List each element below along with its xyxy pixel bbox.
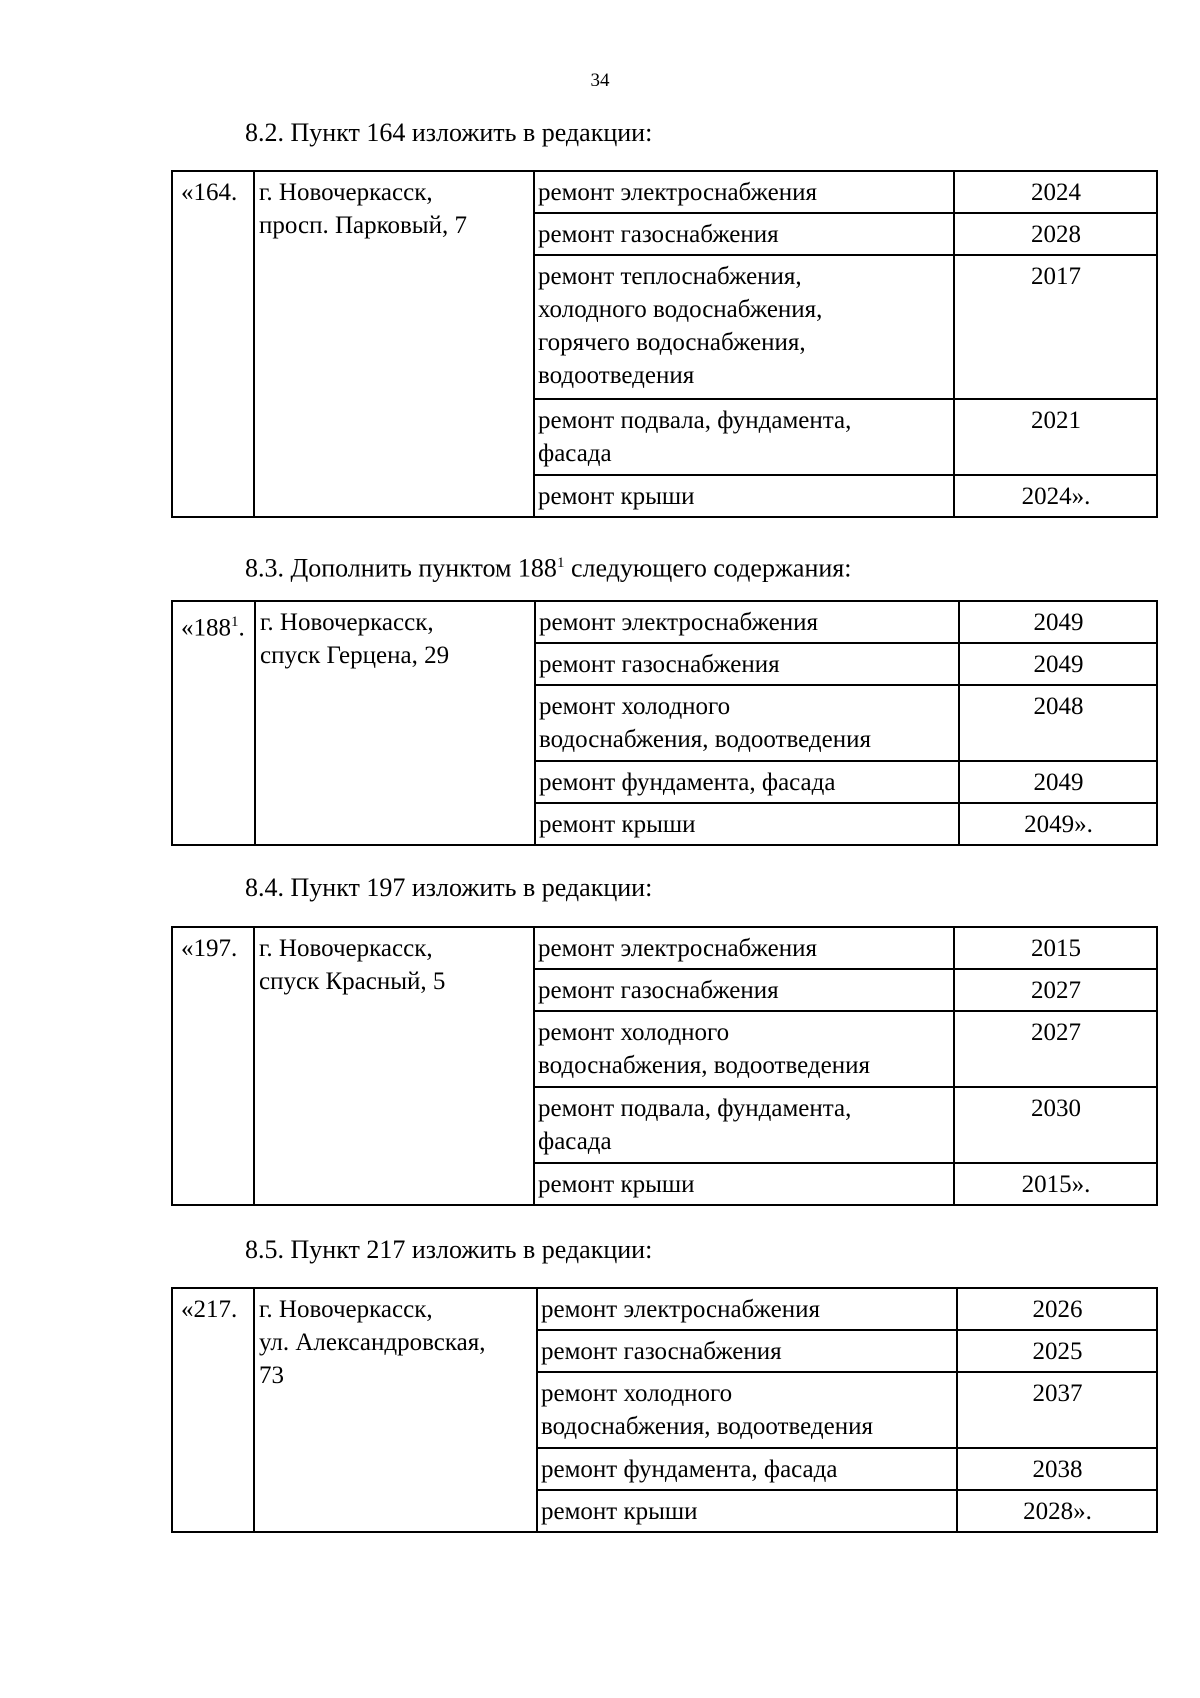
year-cell: 2048 [959, 685, 1157, 761]
work-type-cell [534, 969, 954, 1011]
work-type-line: ремонт электроснабжения [539, 609, 818, 636]
section-heading [245, 548, 851, 584]
year-cell: 2024». [954, 475, 1157, 517]
work-type-cell [535, 803, 959, 845]
work-type-line: ремонт электроснабжения [541, 1296, 820, 1323]
section-heading [245, 1235, 652, 1265]
address-line: ул. Александровская, [259, 1329, 486, 1356]
work-type-line: ремонт фундамента, фасада [541, 1456, 838, 1483]
work-type-line: ремонт газоснабжения [538, 977, 779, 1004]
work-type-line: ремонт холодного [538, 1019, 730, 1046]
address-line: г. Новочеркасск, [259, 935, 433, 962]
heading-text: 8.5. Пункт 217 изложить в редакции: [245, 1235, 653, 1264]
item-number-cell [172, 601, 255, 845]
year-cell: 2025 [957, 1330, 1157, 1372]
item-number: «164. [181, 179, 238, 206]
work-type-line: ремонт электроснабжения [538, 179, 817, 206]
heading-text: 8.3. Дополнить пунктом 188 [245, 553, 557, 583]
year-cell: 2017 [954, 255, 1157, 399]
year-cell: 2049 [959, 643, 1157, 685]
item-number-cell [172, 1288, 254, 1532]
work-type-cell [535, 643, 959, 685]
repair-table [171, 170, 1158, 518]
table-row [172, 1288, 1157, 1330]
heading-superscript: 1 [556, 555, 565, 571]
work-type-line: фасада [538, 1128, 612, 1155]
work-type-line: ремонт крыши [538, 483, 695, 510]
work-type-cell [535, 761, 959, 803]
work-type-cell [537, 1372, 957, 1448]
year-cell: 2049 [959, 601, 1157, 643]
repair-table [171, 1287, 1158, 1533]
year-cell: 2026 [957, 1288, 1157, 1330]
work-type-cell [534, 475, 954, 517]
work-type-line: водоснабжения, водоотведения [541, 1413, 873, 1440]
work-type-cell [537, 1288, 957, 1330]
work-type-cell [537, 1490, 957, 1532]
work-type-line: ремонт электроснабжения [538, 935, 817, 962]
heading-text-tail: следующего содержания: [564, 553, 852, 583]
work-type-line: фасада [538, 440, 612, 467]
work-type-cell [537, 1448, 957, 1490]
work-type-line: холодного водоснабжения, [538, 296, 823, 323]
item-number: «197. [181, 935, 238, 962]
work-type-cell [534, 927, 954, 969]
heading-text: 8.4. Пункт 197 изложить в редакции: [245, 873, 653, 902]
table-row [172, 601, 1157, 643]
year-cell: 2024 [954, 171, 1157, 213]
item-number: «188 [181, 614, 231, 642]
repair-table [171, 926, 1158, 1206]
table-row [172, 171, 1157, 213]
work-type-line: ремонт подвала, фундамента, [538, 407, 852, 434]
work-type-line: горячего водоснабжения, [538, 329, 806, 356]
address-line: 73 [259, 1362, 284, 1389]
section-heading [245, 873, 652, 903]
work-type-line: водоснабжения, водоотведения [539, 726, 871, 753]
work-type-cell [534, 171, 954, 213]
work-type-line: ремонт крыши [541, 1498, 698, 1525]
year-cell: 2028 [954, 213, 1157, 255]
work-type-line: ремонт газоснабжения [541, 1338, 782, 1365]
work-type-cell [535, 601, 959, 643]
year-cell: 2015 [954, 927, 1157, 969]
address-line: спуск Красный, 5 [259, 968, 446, 995]
work-type-line: ремонт крыши [539, 811, 696, 838]
work-type-cell [537, 1330, 957, 1372]
work-type-cell [535, 685, 959, 761]
work-type-line: ремонт холодного [541, 1380, 733, 1407]
work-type-line: ремонт холодного [539, 693, 731, 720]
address-line: г. Новочеркасск, [259, 1296, 433, 1323]
page-number: 34 [590, 70, 610, 91]
work-type-cell [534, 255, 954, 399]
address-line: г. Новочеркасск, [259, 179, 433, 206]
address-line: г. Новочеркасск, [260, 609, 434, 636]
work-type-cell [534, 213, 954, 255]
section-heading [245, 118, 652, 148]
work-type-line: ремонт подвала, фундамента, [538, 1095, 852, 1122]
work-type-line: ремонт газоснабжения [539, 651, 780, 678]
repair-table [171, 600, 1158, 846]
year-cell: 2049 [959, 761, 1157, 803]
year-cell: 2028». [957, 1490, 1157, 1532]
address-cell [254, 927, 534, 1205]
work-type-line: ремонт фундамента, фасада [539, 769, 836, 796]
work-type-line: ремонт газоснабжения [538, 221, 779, 248]
work-type-cell [534, 1087, 954, 1163]
address-cell [254, 171, 534, 517]
year-cell: 2037 [957, 1372, 1157, 1448]
work-type-cell [534, 399, 954, 475]
item-number-superscript: 1 [231, 614, 239, 630]
address-cell [255, 601, 535, 845]
address-line: спуск Герцена, 29 [260, 642, 450, 669]
year-cell: 2049». [959, 803, 1157, 845]
work-type-line: водоотведения [538, 362, 695, 389]
year-cell: 2027 [954, 1011, 1157, 1087]
year-cell: 2027 [954, 969, 1157, 1011]
address-line: просп. Парковый, 7 [259, 212, 467, 239]
year-cell: 2015». [954, 1163, 1157, 1205]
item-number-cell [172, 927, 254, 1205]
work-type-line: водоснабжения, водоотведения [538, 1052, 870, 1079]
item-number-cell [172, 171, 254, 517]
year-cell: 2021 [954, 399, 1157, 475]
work-type-cell [534, 1011, 954, 1087]
work-type-line: ремонт теплоснабжения, [538, 263, 802, 290]
item-number: «217. [181, 1296, 238, 1323]
work-type-cell [534, 1163, 954, 1205]
heading-text: 8.2. Пункт 164 изложить в редакции: [245, 118, 653, 147]
year-cell: 2038 [957, 1448, 1157, 1490]
address-cell [254, 1288, 537, 1532]
work-type-line: ремонт крыши [538, 1171, 695, 1198]
table-row [172, 927, 1157, 969]
item-number-tail: . [238, 614, 245, 642]
year-cell: 2030 [954, 1087, 1157, 1163]
